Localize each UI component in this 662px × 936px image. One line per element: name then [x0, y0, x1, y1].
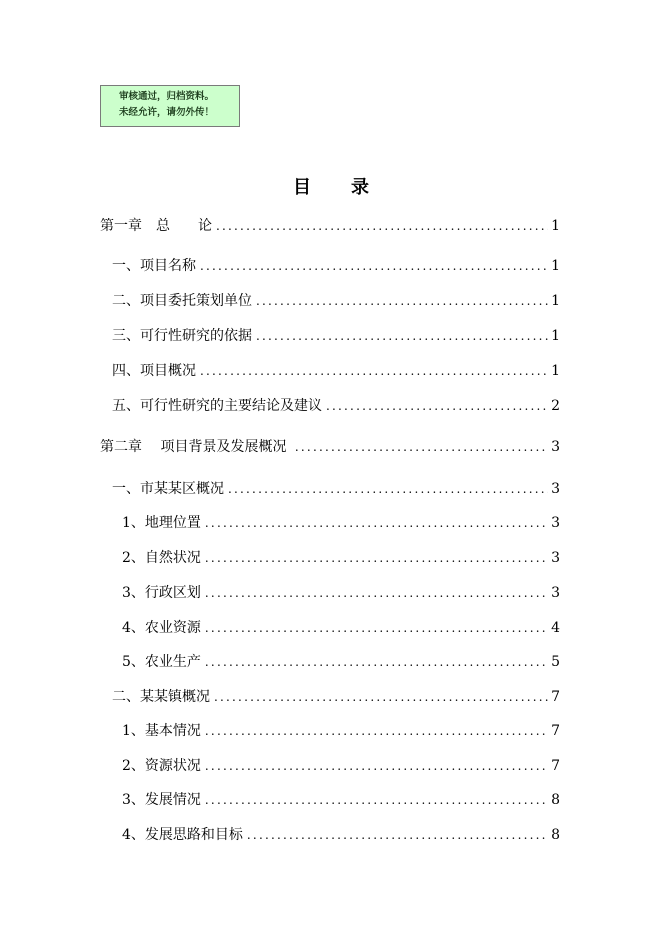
- toc-label: 二、某某镇概况: [112, 689, 210, 705]
- toc-page-number: 2: [551, 398, 560, 414]
- toc-page-number: 4: [551, 620, 560, 636]
- toc-section-1-4[interactable]: [112, 361, 560, 381]
- toc-dot-leader: [200, 256, 548, 276]
- toc-section-2-1[interactable]: [112, 479, 560, 499]
- toc-page-number: 8: [551, 792, 560, 808]
- toc-label: 4、发展思路和目标: [122, 827, 243, 843]
- toc-page-number: 1: [551, 363, 560, 379]
- toc-subsection-2-1-1[interactable]: [122, 513, 560, 533]
- toc-page-number: 7: [551, 758, 560, 774]
- toc-label: 第二章 项目背景及发展概况: [100, 439, 291, 455]
- toc-chapter-1[interactable]: [100, 216, 560, 236]
- toc-section-2-2[interactable]: [112, 687, 560, 707]
- toc-dot-leader: [205, 583, 548, 603]
- toc-subsection-2-1-4[interactable]: [122, 618, 560, 638]
- toc-dot-leader: [228, 479, 548, 499]
- toc-section-1-5[interactable]: [112, 396, 560, 416]
- toc-section-1-1[interactable]: [112, 256, 560, 276]
- toc-label: 一、市某某区概况: [112, 481, 224, 497]
- toc-page-number: 1: [551, 328, 560, 344]
- toc-dot-leader: [205, 548, 548, 568]
- toc-section-1-3[interactable]: [112, 326, 560, 346]
- toc-section-1-2[interactable]: [112, 291, 560, 311]
- page-title: 目录: [293, 177, 409, 198]
- toc-page-number: 3: [551, 515, 560, 531]
- toc-dot-leader: [200, 361, 548, 381]
- toc-subsection-2-1-3[interactable]: [122, 583, 560, 603]
- toc-dot-leader: [205, 790, 548, 810]
- toc-label: 3、行政区划: [122, 585, 201, 601]
- toc-subsection-2-2-1[interactable]: [122, 721, 560, 741]
- toc-dot-leader: [326, 396, 548, 416]
- stamp-line-1: 审核通过，归档资料。: [119, 91, 215, 102]
- toc-label: 1、地理位置: [122, 515, 201, 531]
- toc-page-number: 8: [551, 827, 560, 843]
- toc-page-number: 1: [551, 218, 560, 234]
- toc-dot-leader: [205, 756, 548, 776]
- toc-page-number: 7: [551, 723, 560, 739]
- toc-dot-leader: [205, 721, 548, 741]
- toc-dot-leader: [214, 687, 548, 707]
- toc-dot-leader: [216, 216, 548, 236]
- toc-label: 五、可行性研究的主要结论及建议: [112, 398, 322, 414]
- toc-page-number: 3: [551, 585, 560, 601]
- toc-label: 三、可行性研究的依据: [112, 328, 252, 344]
- toc-label: 3、发展情况: [122, 792, 201, 808]
- stamp-line-2: 未经允许，请勿外传！: [119, 107, 215, 118]
- toc-page-number: 1: [551, 258, 560, 274]
- toc-page-number: 7: [551, 689, 560, 705]
- toc-dot-leader: [205, 513, 548, 533]
- toc-dot-leader: [247, 825, 548, 845]
- toc-label: 5、农业生产: [122, 654, 201, 670]
- toc-label: 2、自然状况: [122, 550, 201, 566]
- toc-label: 一、项目名称: [112, 258, 196, 274]
- toc-dot-leader: [256, 326, 548, 346]
- toc-label: 1、基本情况: [122, 723, 201, 739]
- toc-dot-leader: [205, 652, 548, 672]
- toc-page-number: 1: [551, 293, 560, 309]
- toc-label: 四、项目概况: [112, 363, 196, 379]
- toc-label: 第一章 总 论: [100, 218, 212, 234]
- toc-subsection-2-1-2[interactable]: [122, 548, 560, 568]
- toc-subsection-2-2-3[interactable]: [122, 790, 560, 810]
- toc-dot-leader: [256, 291, 548, 311]
- toc-subsection-2-2-2[interactable]: [122, 756, 560, 776]
- toc-dot-leader: [295, 437, 548, 457]
- approval-stamp-box: [100, 85, 240, 127]
- toc-label: 4、农业资源: [122, 620, 201, 636]
- toc-chapter-2[interactable]: [100, 437, 560, 457]
- toc-label: 二、项目委托策划单位: [112, 293, 252, 309]
- toc-subsection-2-2-4[interactable]: [122, 825, 560, 845]
- toc-page-number: 3: [551, 550, 560, 566]
- toc-page-number: 3: [551, 439, 560, 455]
- toc-subsection-2-1-5[interactable]: [122, 652, 560, 672]
- toc-dot-leader: [205, 618, 548, 638]
- toc-page-number: 5: [551, 654, 560, 670]
- toc-label: 2、资源状况: [122, 758, 201, 774]
- toc-page-number: 3: [551, 481, 560, 497]
